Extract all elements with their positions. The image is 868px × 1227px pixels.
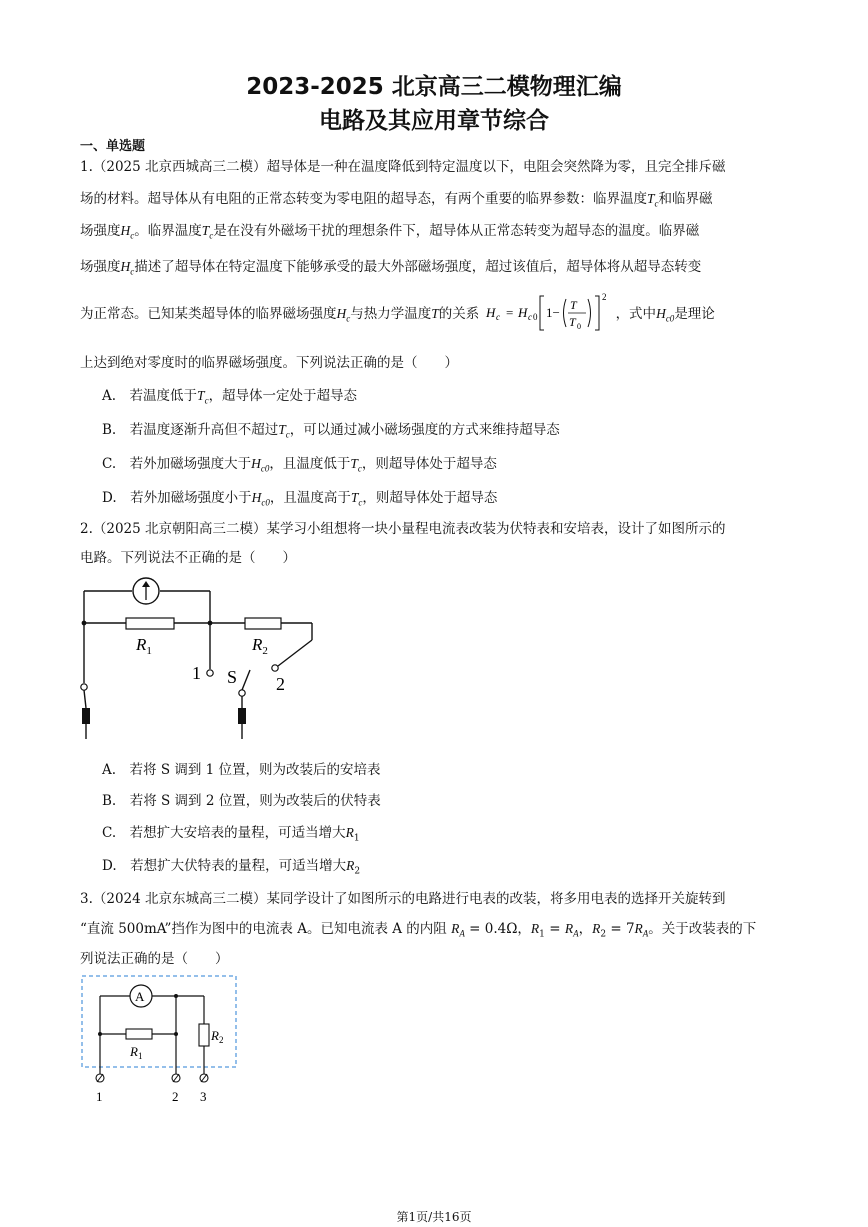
q2-resistor-r1 [126, 618, 174, 629]
q3-line-2: “直流 500mA”挡作为图中的电流表 A。已知电流表 A 的内阻 $R_A = 0.4\Omega$，$R_1 = R_A$，$R_2 = 7R_A$。关于改装表的下 [80, 921, 757, 940]
svg-text:A: A [135, 989, 145, 1004]
svg-text:0: 0 [532, 311, 538, 322]
page-footer: 第1页/共16页 [396, 1210, 472, 1224]
q3-line-1: 3.（2024 北京东城高三二模）某同学设计了如图所示的电路进行电表的改装，将多用电表的选择开关旋转到 [80, 891, 726, 907]
q1-line-3: 场强度$H_c$。临界温度$T_c$是在没有外磁场干扰的理想条件下，超导体从正常态转变为超导态的温度。临界磁 [80, 223, 700, 241]
svg-text:1−: 1− [545, 304, 560, 320]
q3-terminal-1: 1 [96, 1089, 103, 1104]
q3-resistor-r1 [126, 1029, 152, 1039]
svg-text:H: H [485, 304, 495, 320]
svg-text:H: H [517, 304, 527, 320]
section-heading: 一、单选题 [80, 139, 146, 154]
svg-text:c: c [495, 311, 500, 322]
q2-galvanometer-icon [133, 578, 159, 604]
page-subtitle: 电路及其应用章节综合 [319, 108, 549, 134]
q2-label-r1: $R_1$ [136, 635, 152, 657]
q1-line-5: 为正常态。已知某类超导体的临界磁场强度$H_c$与热力学温度T的关系 H c = H c 0 1− T T 0 2 ，式中$H_{c0}$是理论 [80, 302, 792, 324]
svg-text:c: c [527, 311, 532, 322]
q2-label-terminal-2: 2 [276, 674, 285, 694]
q2-line-2: 电路。下列说法不正确的是（ ） [80, 550, 296, 566]
q3-label-r1: $R_1$ [130, 1044, 143, 1061]
svg-text:0: 0 [576, 321, 581, 331]
q3-label-r2: $R_2$ [211, 1028, 224, 1045]
q3-line-3: 列说法正确的是（ ） [80, 951, 229, 967]
q3-terminal-2: 2 [172, 1089, 179, 1104]
q2-line-1: 2.（2025 北京朝阳高三二模）某学习小组想将一块小量程电流表改装为伏特表和安培表，设计了如图所示的 [80, 521, 726, 537]
q2-option-d: D. 若想扩大伏特表的量程，可适当增大$R_2$ [102, 858, 361, 877]
q1-option-d: D. 若外加磁场强度小于$H_{c0}$，且温度高于$T_c$，则超导体处于超导态 [102, 490, 498, 508]
q2-resistor-r2 [245, 618, 281, 629]
q1-line-2: 场的材料。超导体从有电阻的正常态转变为零电阻的超导态，有两个重要的临界参数：临界温度$T_c$和临界磁 [80, 191, 713, 209]
q2-label-terminal-1: 1 [192, 663, 201, 683]
q2-circuit-diagram [70, 574, 330, 744]
q1-line-1: 1.（2025 北京西城高三二模）超导体是一种在温度降低到特定温度以下，电阻会突然降为零，且完全排斥磁 [80, 159, 726, 175]
q1-option-b: B. 若温度逐渐升高但不超过$T_c$，可以通过减小磁场强度的方式来维持超导态 [102, 422, 560, 440]
q2-option-c: C. 若想扩大安培表的量程，可适当增大$R_1$ [102, 825, 360, 844]
q1-line-6: 上达到绝对零度时的临界磁场强度。下列说法正确的是（ ） [80, 355, 458, 371]
q3-resistor-r2 [199, 1024, 209, 1046]
q2-label-switch: S [227, 667, 238, 687]
q3-ammeter-icon [130, 985, 152, 1007]
page-title: 2023-2025 北京高三二模物理汇编 [246, 74, 622, 100]
q2-label-r2: $R_2$ [252, 635, 268, 657]
q3-terminal-3: 3 [200, 1089, 207, 1104]
q2-option-a: A. 若将 S 调到 1 位置，则为改装后的安培表 [102, 762, 381, 778]
q1-option-a: A. 若温度低于$T_c$，超导体一定处于超导态 [102, 388, 358, 406]
q1-line-4: 场强度$H_c$描述了超导体在特定温度下能够承受的最大外部磁场强度，超过该值后，超导体将从超导态转变 [80, 259, 702, 277]
q3-circuit-diagram [78, 974, 240, 1106]
q1-formula [484, 290, 616, 336]
q2-option-b: B. 若将 S 调到 2 位置，则为改装后的伏特表 [102, 793, 381, 809]
svg-text:2: 2 [601, 291, 607, 302]
svg-text:T: T [568, 314, 576, 329]
svg-text:T: T [569, 297, 577, 312]
q1-option-c: C. 若外加磁场强度大于$H_{c0}$，且温度低于$T_c$，则超导体处于超导态 [102, 456, 497, 474]
svg-text:=: = [505, 304, 513, 320]
